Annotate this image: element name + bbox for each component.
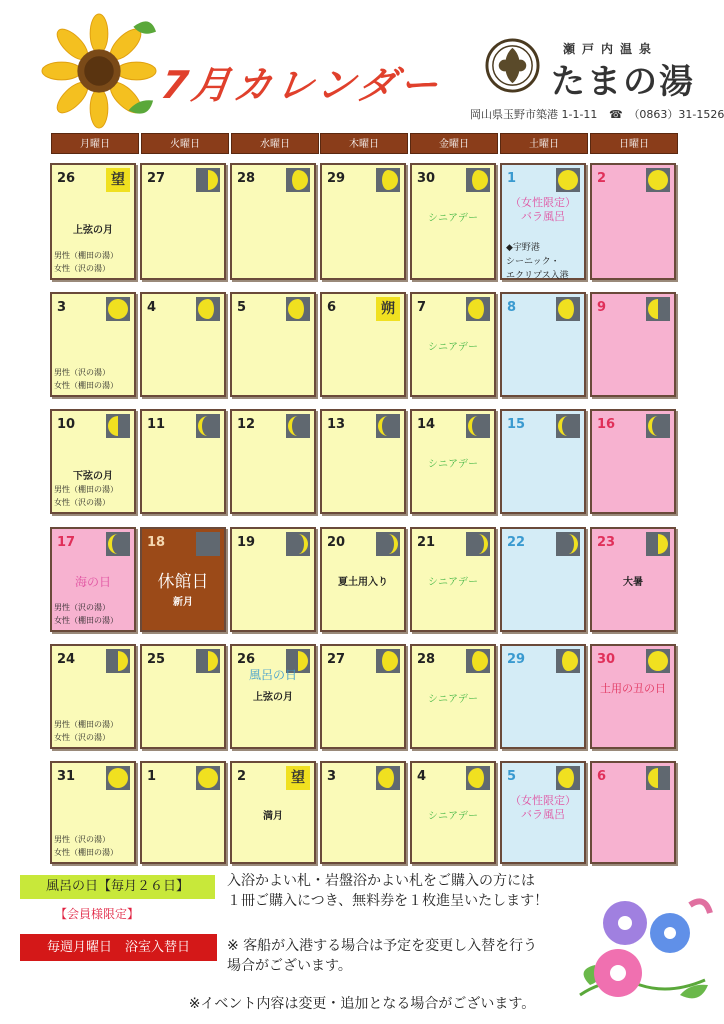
day-number: 12 [237, 417, 256, 432]
calendar-day [410, 292, 496, 397]
day-number: 14 [417, 417, 436, 432]
calendar-day [500, 163, 586, 280]
moon-phase-icon [196, 414, 220, 438]
moon-phase-icon [646, 297, 670, 321]
calendar-day [410, 163, 496, 280]
moon-phase-icon [376, 649, 400, 673]
calendar-day [50, 527, 136, 632]
moon-phase-icon [286, 297, 310, 321]
moon-phase-icon [196, 532, 220, 556]
moon-phase-icon [286, 168, 310, 192]
calendar-day [140, 292, 226, 397]
calendar-day [50, 644, 136, 749]
moon-phase-icon [646, 766, 670, 790]
monday-notice-line2: 場合がございます。 [227, 958, 352, 974]
day-number: 26 [237, 652, 256, 667]
weekday-label: 土曜日 [500, 133, 588, 154]
day-number: 24 [57, 652, 76, 667]
moon-phase-icon [196, 766, 220, 790]
calendar-day [500, 644, 586, 749]
full-moon-icon: 望 [286, 766, 310, 790]
calendar-day [320, 163, 406, 280]
day-number: 29 [327, 171, 346, 186]
senior-day-label: シニアデー [428, 811, 478, 822]
bath-assignment-line: 男性（沢の湯） [54, 835, 110, 844]
monday-swap-badge: 毎週月曜日 浴室入替日 [20, 934, 217, 961]
calendar-day [410, 409, 496, 514]
sunflower-illustration [40, 12, 158, 130]
ship-note-line: エクリプス入港 [506, 271, 569, 281]
moon-phase-icon [466, 649, 490, 673]
bath-assignment-line: 女性（棚田の湯） [54, 848, 118, 857]
ship-note-line: シーニック・ [506, 257, 560, 267]
member-only-label: 【会員様限定】 [55, 907, 140, 921]
address-line [470, 106, 724, 122]
calendar-day [500, 527, 586, 632]
day-number: 27 [327, 652, 346, 667]
day-number: 27 [147, 171, 166, 186]
calendar-day [230, 409, 316, 514]
furo-day-badge: 風呂の日【毎月２６日】 [20, 875, 215, 899]
day-number: 2 [597, 171, 607, 186]
moon-phase-icon [556, 168, 580, 192]
calendar-day [590, 292, 676, 397]
moon-phase-icon [466, 297, 490, 321]
bath-assignment [54, 833, 118, 859]
moon-phase-icon [196, 168, 220, 192]
phone-number: （0863）31-1526 [628, 108, 724, 121]
doyo-ushi-label: 土用の丑の日 [600, 682, 666, 695]
weekday-label: 日曜日 [590, 133, 678, 154]
ship-arrival-note [506, 241, 569, 283]
calendar-day [590, 761, 676, 864]
weekday-label: 月曜日 [51, 133, 139, 154]
bath-assignment [54, 601, 118, 627]
day-number: 1 [507, 171, 517, 186]
moon-phase-icon [556, 649, 580, 673]
day-event: 満月 [263, 811, 283, 822]
day-number: 25 [147, 652, 166, 667]
day-number: 22 [507, 535, 526, 550]
moon-phase-icon [466, 414, 490, 438]
moon-phase-icon [196, 649, 220, 673]
bath-assignment [54, 483, 118, 509]
moon-phase-icon [466, 168, 490, 192]
day-number: 4 [147, 300, 157, 315]
tamanoyu-logo [485, 38, 540, 93]
calendar-day [320, 527, 406, 632]
day-number: 6 [327, 300, 337, 315]
calendar-day [590, 409, 676, 514]
calendar-day [410, 761, 496, 864]
day-number: 6 [597, 769, 607, 784]
moon-phase-icon [106, 414, 130, 438]
calendar-day [590, 163, 676, 280]
moon-phase-icon [646, 414, 670, 438]
calendar-day [140, 644, 226, 749]
day-number: 10 [57, 417, 76, 432]
day-number: 5 [507, 769, 517, 784]
address: 岡山県玉野市築港 1-1-11 [470, 108, 598, 121]
calendar-day [590, 527, 676, 632]
senior-day-label: シニアデー [428, 342, 478, 353]
day-event: 下弦の月 [73, 471, 113, 482]
calendar-day [500, 292, 586, 397]
moon-phase-icon [376, 168, 400, 192]
calendar-day [230, 644, 316, 749]
day-number: 21 [417, 535, 436, 550]
calendar-day [50, 292, 136, 397]
holiday-label: 海の日 [74, 575, 111, 589]
bath-assignment-line: 女性（沢の湯） [54, 733, 110, 742]
bath-assignment [54, 366, 118, 392]
rose-bath-label: バラ風呂 [521, 210, 565, 223]
moon-phase-icon [106, 297, 130, 321]
morning-glory-illustration [570, 885, 715, 1010]
calendar-day [140, 527, 226, 632]
moon-phase-icon [646, 532, 670, 556]
moon-phase-icon [466, 532, 490, 556]
calendar-day [320, 409, 406, 514]
moon-phase-icon [106, 532, 130, 556]
calendar-day [500, 409, 586, 514]
moon-phase-icon [286, 414, 310, 438]
calendar-day [230, 292, 316, 397]
day-number: 3 [57, 300, 67, 315]
calendar-day [140, 761, 226, 864]
weekday-label: 木曜日 [320, 133, 408, 154]
bath-assignment-line: 男性（棚田の湯） [54, 720, 118, 729]
furo-notice-line1: 入浴かよい札・岩盤浴かよい札をご購入の方には [227, 873, 535, 889]
moon-phase-icon [106, 766, 130, 790]
day-number: 5 [237, 300, 247, 315]
bath-assignment-line: 女性（沢の湯） [54, 264, 110, 273]
women-only-label: （女性限定） [510, 196, 576, 209]
day-number: 2 [237, 769, 247, 784]
day-number: 19 [237, 535, 256, 550]
calendar-day [140, 163, 226, 280]
day-number: 11 [147, 417, 166, 432]
calendar-day [590, 644, 676, 749]
footer-note: ※イベント内容は変更・追加となる場合がございます。 [188, 996, 536, 1012]
bath-assignment-line: 女性（棚田の湯） [54, 616, 118, 625]
senior-day-label: シニアデー [428, 213, 478, 224]
furo-day-label: 風呂の日 [248, 668, 297, 682]
moon-phase-icon [286, 532, 310, 556]
day-number: 26 [57, 171, 76, 186]
day-number: 20 [327, 535, 346, 550]
calendar-day [320, 644, 406, 749]
closed-day-label: 休館日 [157, 572, 209, 592]
bath-assignment-line: 男性（沢の湯） [54, 368, 110, 377]
day-event: 上弦の月 [73, 225, 113, 236]
day-number: 18 [147, 535, 166, 550]
day-event: 大暑 [623, 577, 643, 588]
bath-assignment [54, 249, 118, 275]
brand-name: たまの湯 [551, 62, 695, 102]
day-number: 30 [597, 652, 616, 667]
phone-icon: ☎ [608, 108, 623, 121]
weekday-label: 水曜日 [231, 133, 319, 154]
monday-notice-line1: ※ 客船が入港する場合は予定を変更し入替を行う [227, 938, 538, 954]
moon-phase-icon [466, 766, 490, 790]
calendar-day [320, 292, 406, 397]
day-number: 31 [57, 769, 76, 784]
weekday-label: 火曜日 [141, 133, 229, 154]
day-number: 16 [597, 417, 616, 432]
bath-assignment [54, 718, 118, 744]
day-number: 9 [597, 300, 607, 315]
bath-assignment-line: 男性（沢の湯） [54, 603, 110, 612]
full-moon-icon: 望 [106, 168, 130, 192]
day-number: 3 [327, 769, 337, 784]
day-number: 29 [507, 652, 526, 667]
brand-subtitle: 瀬戸内温泉 [563, 42, 659, 56]
senior-day-label: シニアデー [428, 577, 478, 588]
calendar-day [140, 409, 226, 514]
day-number: 28 [417, 652, 436, 667]
day-number: 28 [237, 171, 256, 186]
bath-assignment-line: 男性（棚田の湯） [54, 251, 118, 260]
bath-assignment-line: 女性（棚田の湯） [54, 381, 118, 390]
calendar-day [230, 761, 316, 864]
new-moon-icon: 朔 [376, 297, 400, 321]
bath-assignment-line: 女性（沢の湯） [54, 498, 110, 507]
moon-phase-icon [376, 532, 400, 556]
new-moon-label: 新月 [173, 597, 193, 608]
calendar-day [410, 527, 496, 632]
calendar-day [50, 409, 136, 514]
furo-notice-line2: １冊ご購入につき、無料券を１枚進呈いたします！ [227, 893, 549, 909]
rose-bath-label: バラ風呂 [521, 808, 565, 821]
ship-note-line: ◆宇野港 [506, 243, 540, 253]
moon-phase-icon [556, 532, 580, 556]
moon-phase-icon [646, 649, 670, 673]
calendar-day [50, 163, 136, 280]
day-number: 13 [327, 417, 346, 432]
moon-phase-icon [646, 168, 670, 192]
moon-phase-icon [556, 414, 580, 438]
day-number: 4 [417, 769, 427, 784]
weekday-label: 金曜日 [410, 133, 498, 154]
moon-phase-icon [556, 766, 580, 790]
day-number: 17 [57, 535, 76, 550]
moon-phase-icon [376, 414, 400, 438]
senior-day-label: シニアデー [428, 459, 478, 470]
calendar-day [500, 761, 586, 864]
day-event: 上弦の月 [253, 692, 293, 703]
calendar-day [50, 761, 136, 864]
calendar-day [410, 644, 496, 749]
moon-phase-icon [376, 766, 400, 790]
moon-phase-icon [106, 649, 130, 673]
calendar-day [230, 163, 316, 280]
page-title: 7月カレンダー [158, 63, 445, 107]
calendar-day [230, 527, 316, 632]
day-number: 30 [417, 171, 436, 186]
women-only-label: （女性限定） [510, 794, 576, 807]
day-number: 7 [417, 300, 427, 315]
day-event: 夏土用入り [338, 577, 388, 588]
day-number: 1 [147, 769, 157, 784]
day-number: 8 [507, 300, 517, 315]
day-number: 15 [507, 417, 526, 432]
day-number: 23 [597, 535, 616, 550]
moon-phase-icon [556, 297, 580, 321]
calendar-day [320, 761, 406, 864]
bath-assignment-line: 男性（棚田の湯） [54, 485, 118, 494]
moon-phase-icon [196, 297, 220, 321]
senior-day-label: シニアデー [428, 694, 478, 705]
